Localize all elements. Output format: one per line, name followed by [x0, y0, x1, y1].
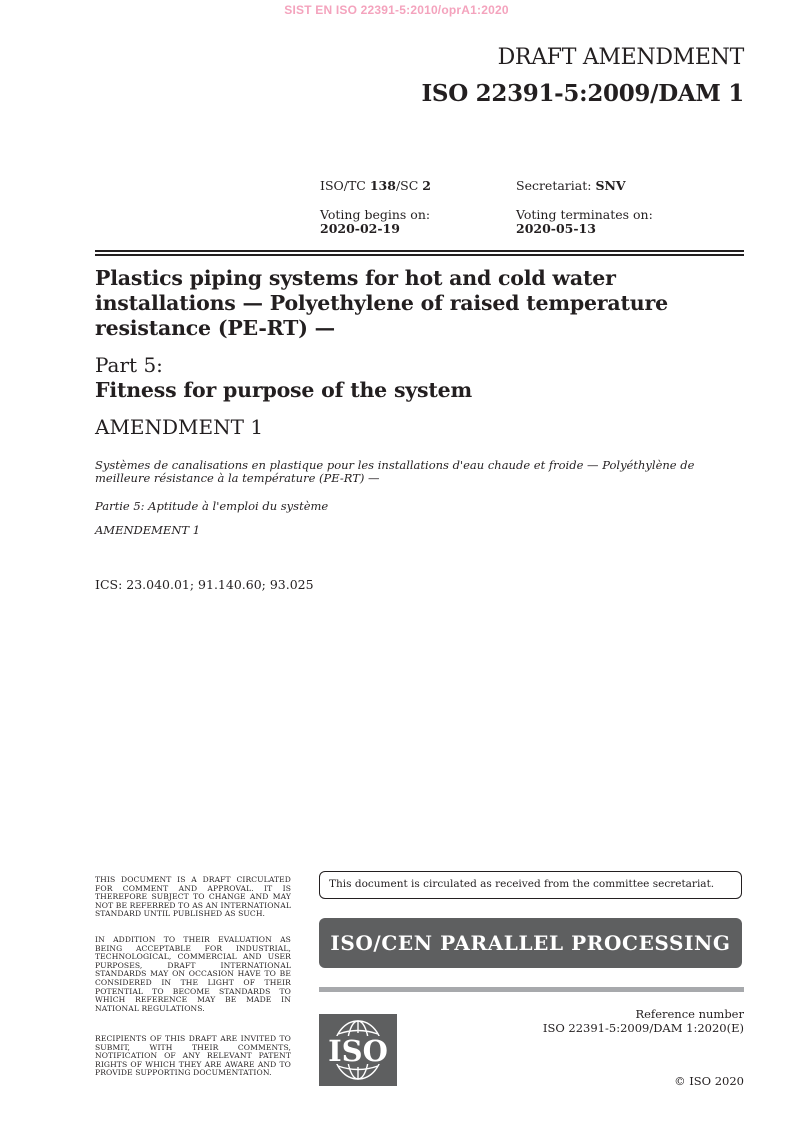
copyright: © ISO 2020: [674, 1074, 744, 1088]
committee-sc: 2: [422, 178, 431, 193]
secretariat-value: SNV: [595, 178, 626, 193]
french-title: [95, 459, 745, 485]
voting-begins: [320, 208, 430, 236]
part-label: Part 5:: [95, 353, 163, 377]
disclaimer-evaluation: IN ADDITION TO THEIR EVALUATION AS BEING ACCEPTABLE FOR INDUSTRIAL, TECHNOLOGICAL, COMMERCIAL AND USER PURPOSES, DRAFT INTERNATIONAL STANDARDS MAY ON OCCASION HAVE TO BE CONSIDERED IN THE LIGHT OF THEIR POTENTIAL TO BECOME STANDARDS TO WHICH REFERENCE MAY BE MADE IN NATIONAL REGULATIONS.: [95, 935, 291, 1013]
grey-rule: [319, 987, 744, 992]
parallel-processing-banner: ISO/CEN PARALLEL PROCESSING: [319, 918, 742, 968]
voting-begins-label: Voting begins on:: [320, 207, 431, 222]
committee-tc: 138: [369, 178, 396, 193]
disclaimer-recipients: RECIPIENTS OF THIS DRAFT ARE INVITED TO SUBMIT, WITH THEIR COMMENTS, NOTIFICATION OF ANY RELEVANT PATENT RIGHTS OF WHICH THEY ARE AWARE AND TO PROVIDE SUPPORTING DOCUMENTATION.: [95, 1034, 291, 1078]
french-part: Partie 5: Aptitude à l'emploi du système: [95, 499, 329, 513]
french-title-line-1: Systèmes de canalisations en plastique pour les installations d'eau chaude et froide — Polyéthylène de: [95, 458, 695, 472]
title-line-1: Plastics piping systems for hot and cold water: [95, 266, 616, 290]
title-line-2: installations — Polyethylene of raised temperature: [95, 291, 668, 315]
committee-sep: /SC: [395, 178, 423, 193]
watermark: SIST EN ISO 22391-5:2010/oprA1:2020: [284, 3, 509, 17]
voting-begins-date: 2020-02-19: [320, 221, 400, 236]
voting-terminates-date: 2020-05-13: [516, 221, 596, 236]
document-title: [95, 266, 735, 341]
document-id: ISO 22391-5:2009/DAM 1: [421, 80, 744, 107]
amendment-label: AMENDMENT 1: [95, 415, 264, 439]
reference-number: ISO 22391-5:2009/DAM 1:2020(E): [542, 1021, 744, 1035]
voting-terminates-label: Voting terminates on:: [516, 207, 653, 222]
ics-codes: ICS: 23.040.01; 91.140.60; 93.025: [95, 577, 314, 592]
disclaimer-draft: THIS DOCUMENT IS A DRAFT CIRCULATED FOR COMMENT AND APPROVAL. IT IS THEREFORE SUBJECT TO CHANGE AND MAY NOT BE REFERRED TO AS AN INTERNATIONAL STANDARD UNTIL PUBLISHED AS SUCH.: [95, 875, 291, 919]
secretariat-label: Secretariat:: [516, 178, 596, 193]
committee-prefix: ISO/TC: [320, 178, 370, 193]
part-title: Fitness for purpose of the system: [95, 378, 472, 402]
secretariat: [516, 179, 626, 193]
iso-logo-text: ISO: [328, 1034, 388, 1068]
header-double-rule: [95, 250, 744, 256]
circulation-note: This document is circulated as received from the committee secretariat.: [319, 871, 742, 899]
reference-number-label: Reference number: [635, 1007, 744, 1021]
title-line-3: resistance (PE-RT) —: [95, 316, 335, 340]
french-title-line-2: meilleure résistance à la température (PE-RT) —: [95, 471, 380, 485]
draft-amendment-label: DRAFT AMENDMENT: [497, 45, 744, 70]
french-amendment: AMENDEMENT 1: [95, 523, 201, 537]
iso-logo: [319, 1014, 397, 1086]
voting-terminates: [516, 208, 653, 236]
committee-reference: [320, 179, 431, 193]
iso-logo-icon: [319, 1014, 397, 1086]
